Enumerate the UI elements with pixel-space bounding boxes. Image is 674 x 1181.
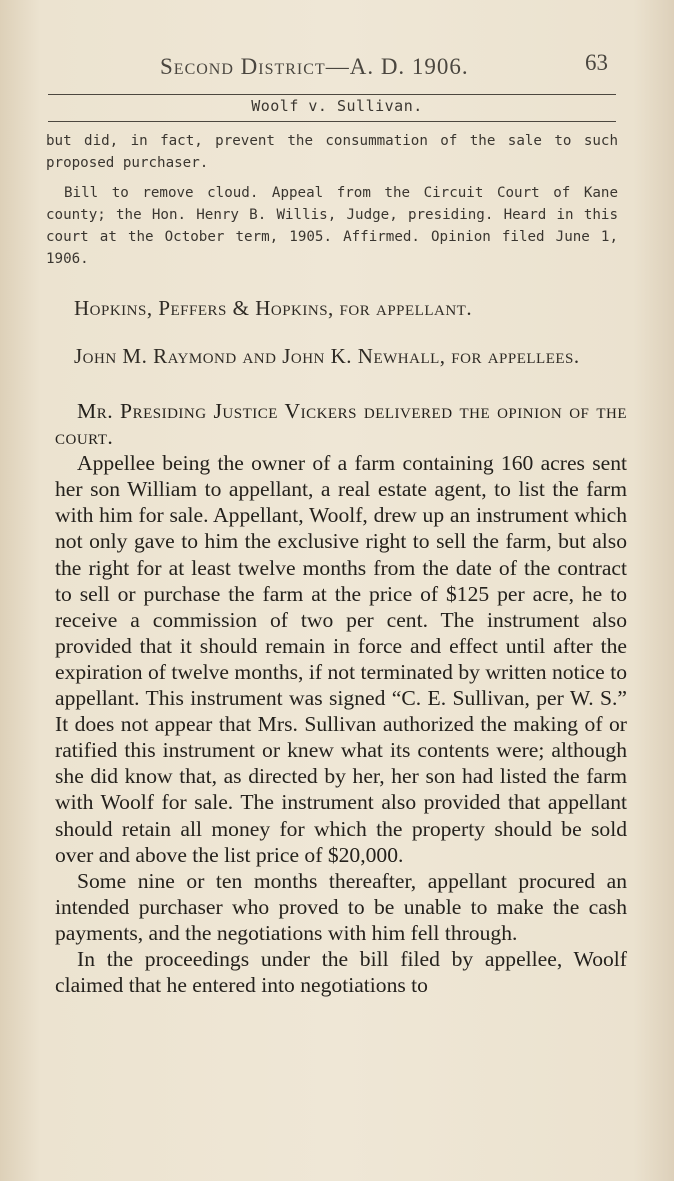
- opinion-text: [55, 398, 627, 998]
- opinion-intro: Mr. Presiding Justice Vickers delivered the opinion of the court.: [55, 399, 627, 450]
- counsel-block: [52, 292, 618, 372]
- case-title: Woolf v. Sullivan.: [251, 97, 423, 115]
- case-title-rule: [48, 121, 616, 122]
- appellant-counsel: Hopkins, Peffers & Hopkins, for appellant.: [74, 296, 473, 320]
- opinion-paragraph: In the proceedings under the bill filed by appellee, Woolf claimed that he entered into negotiations to: [55, 946, 627, 998]
- opinion-paragraph: Some nine or ten months thereafter, appellant procured an intended purchaser who proved to be unable to make the cash payments, and the negotiations with him fell through.: [55, 868, 627, 945]
- appellee-counsel: John M. Raymond and John K. Newhall, for appellees.: [74, 344, 580, 368]
- headnote-continuation: but did, in fact, prevent the consummation of the sale to such proposed purchaser.: [46, 133, 618, 171]
- headnote: [46, 130, 618, 270]
- opinion-paragraph: Appellee being the owner of a farm containing 160 acres sent her son William to appellant, a real estate agent, to list the farm with him for sale. Appellant, Woolf, drew up an instrument which not only gave to him the exclusive right to sell the farm, but also the right for at least twelve months from the date of the contract to sell or purchase the farm at the price of $125 per acre, he to receive a commission of two per cent. The instrument also provided that it should remain in force and effect until after the expiration of twelve months, if not terminated by written notice to appellant. This instrument was signed “C. E. Sullivan, per W. S.” It does not appear that Mrs. Sullivan authorized the making of or ratified this instrument or knew what its contents were; although she did know that, as directed by her, her son had listed the farm with Woolf for sale. The instrument also provided that appellant should retain all money for which the property should be sold over and above the list price of $20,000.: [55, 451, 627, 867]
- page-number: 63: [585, 50, 608, 75]
- running-head: Second District—A. D. 1906.: [160, 54, 469, 79]
- header-rule: [48, 94, 616, 95]
- page-header: [0, 48, 674, 84]
- procedural-history: Bill to remove cloud. Appeal from the Circuit Court of Kane county; the Hon. Henry B. Willis, Judge, presiding. Heard in this court at the October term, 1905. Affirmed. Opinion filed June 1, 1906.: [46, 185, 618, 267]
